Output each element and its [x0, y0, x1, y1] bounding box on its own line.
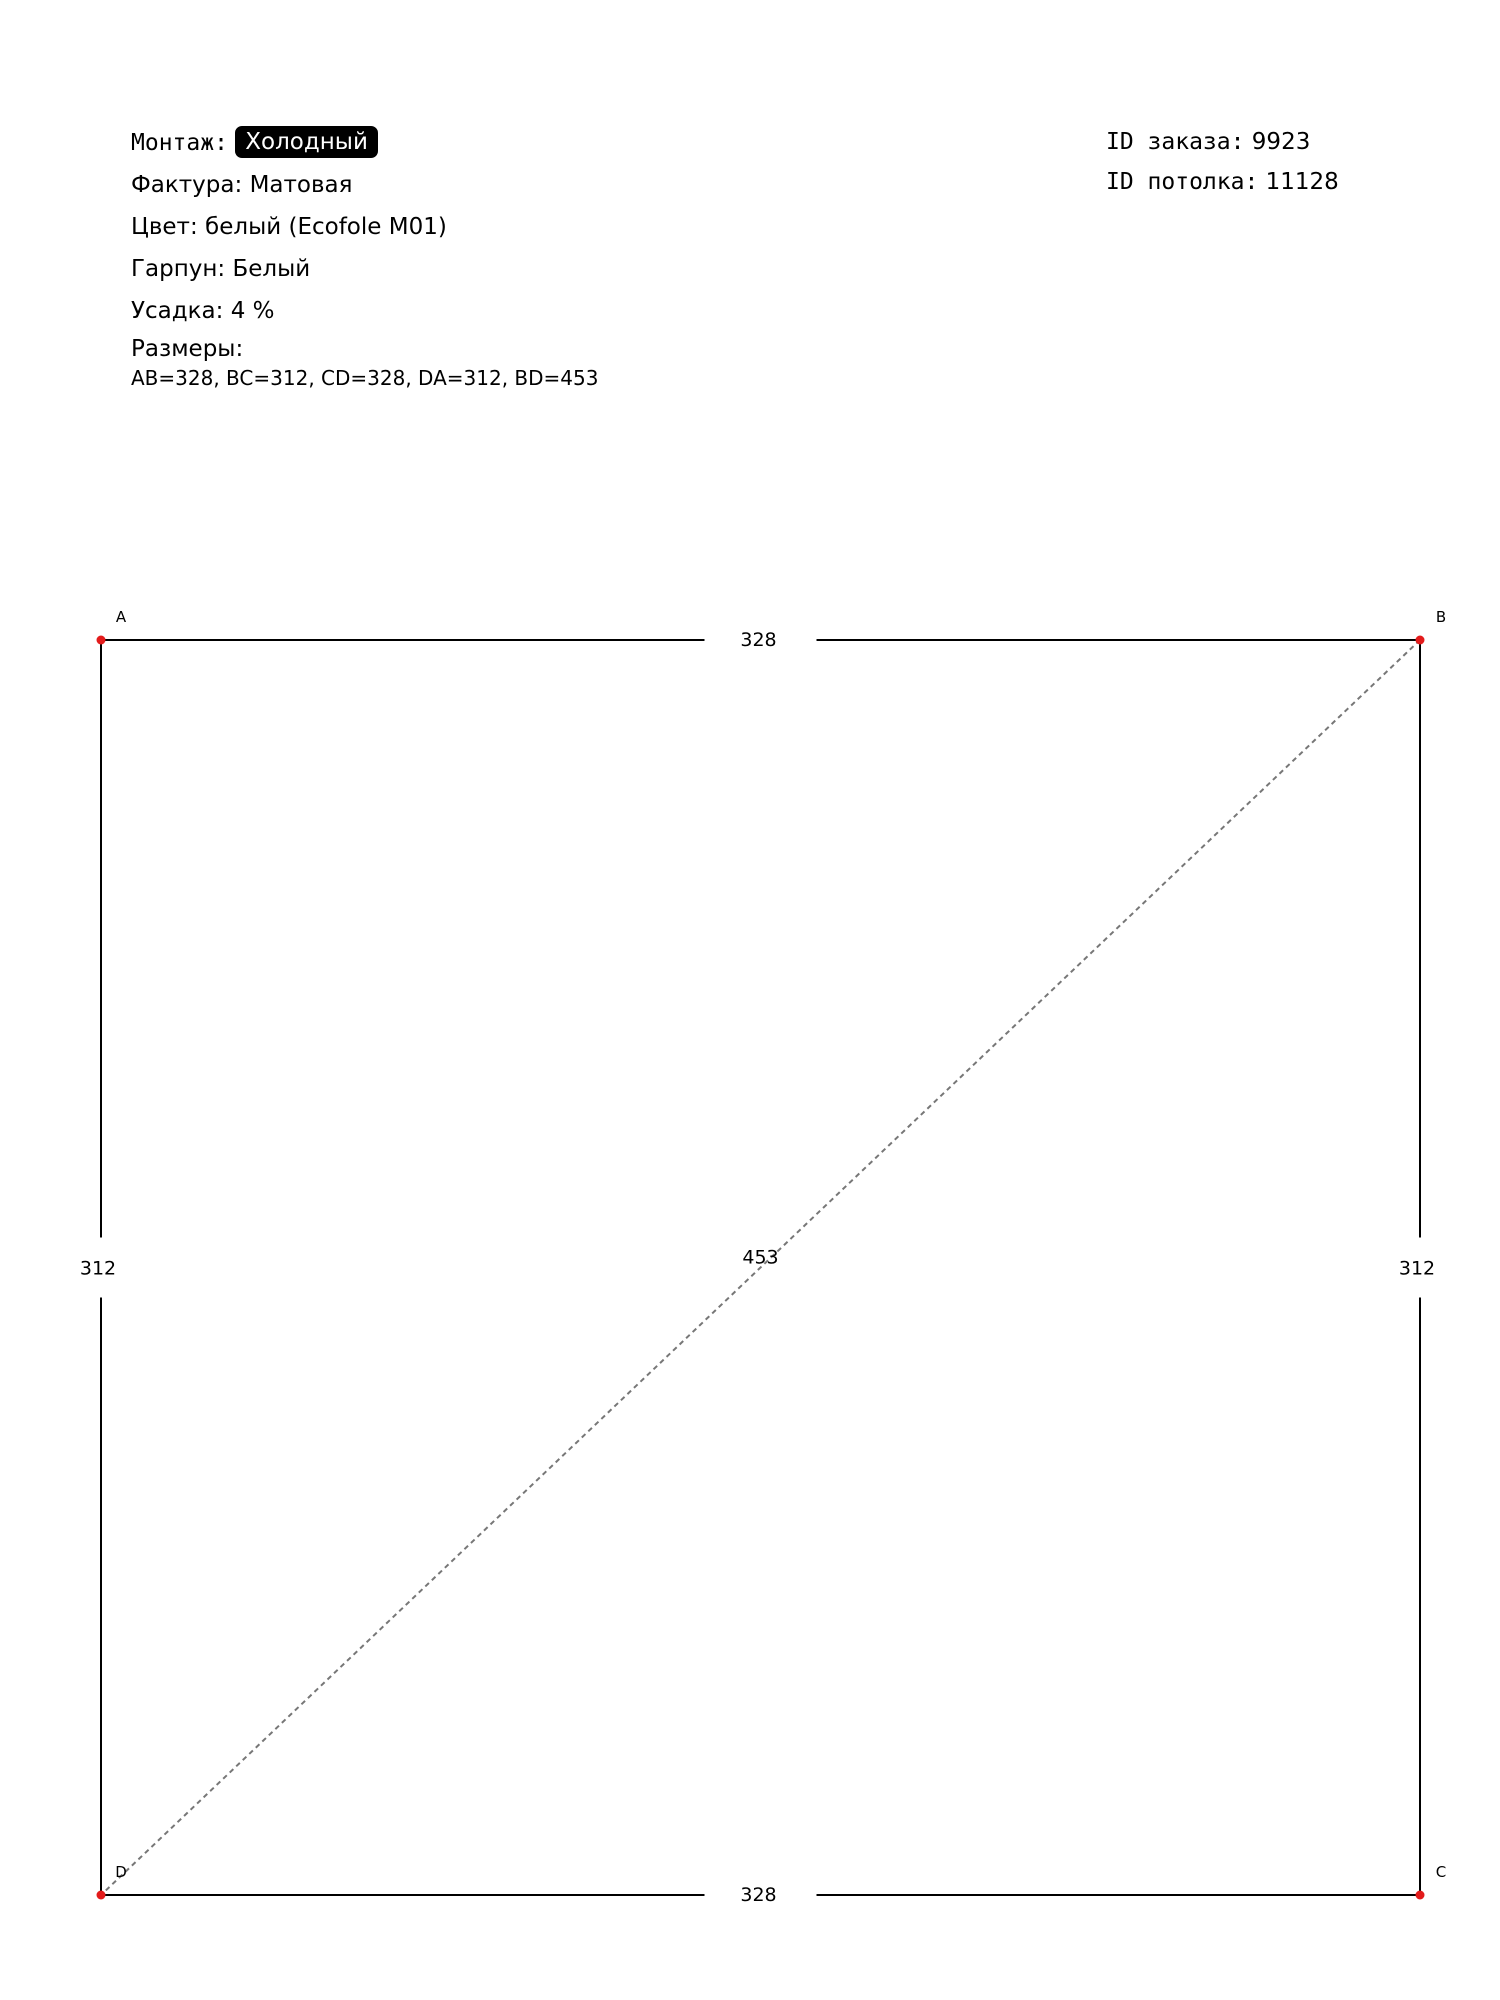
diagonal-label-bd: 453	[742, 1246, 779, 1269]
color-value: белый (Ecofole M01)	[205, 214, 447, 240]
ceiling-id-label: ID потолка:	[1106, 169, 1259, 195]
shrink-value: 4 %	[230, 298, 275, 324]
vertex-label-a: A	[115, 608, 127, 626]
harpoon-label: Гарпун:	[131, 256, 226, 282]
color-label: Цвет:	[131, 214, 198, 240]
order-id-label: ID заказа:	[1106, 129, 1245, 155]
side-label-da: 312	[79, 1257, 117, 1280]
side-label-ab: 328	[740, 629, 777, 651]
vertex-label-b: B	[1435, 608, 1447, 626]
mount-label: Монтаж:	[131, 130, 228, 156]
shrink-label: Усадка:	[131, 298, 224, 324]
harpoon-value: Белый	[232, 256, 311, 282]
order-id-value: 9923	[1251, 129, 1311, 155]
ceiling-id-value: 11128	[1265, 169, 1339, 195]
vertex-b	[1416, 636, 1425, 645]
sizes-label: Размеры:	[131, 336, 244, 362]
texture-label: Фактура:	[131, 172, 243, 198]
sizes-value: AB=328, BC=312, CD=328, DA=312, BD=453	[131, 366, 599, 390]
vertex-c	[1416, 1891, 1425, 1900]
vertex-label-c: C	[1435, 1863, 1447, 1881]
side-label-bc: 312	[1398, 1257, 1436, 1280]
texture-value: Матовая	[249, 172, 353, 198]
vertex-a	[97, 636, 106, 645]
vertex-d	[97, 1891, 106, 1900]
vertex-label-d: D	[115, 1863, 127, 1881]
mount-badge: Холодный	[235, 126, 378, 158]
side-label-cd: 328	[740, 1884, 777, 1906]
